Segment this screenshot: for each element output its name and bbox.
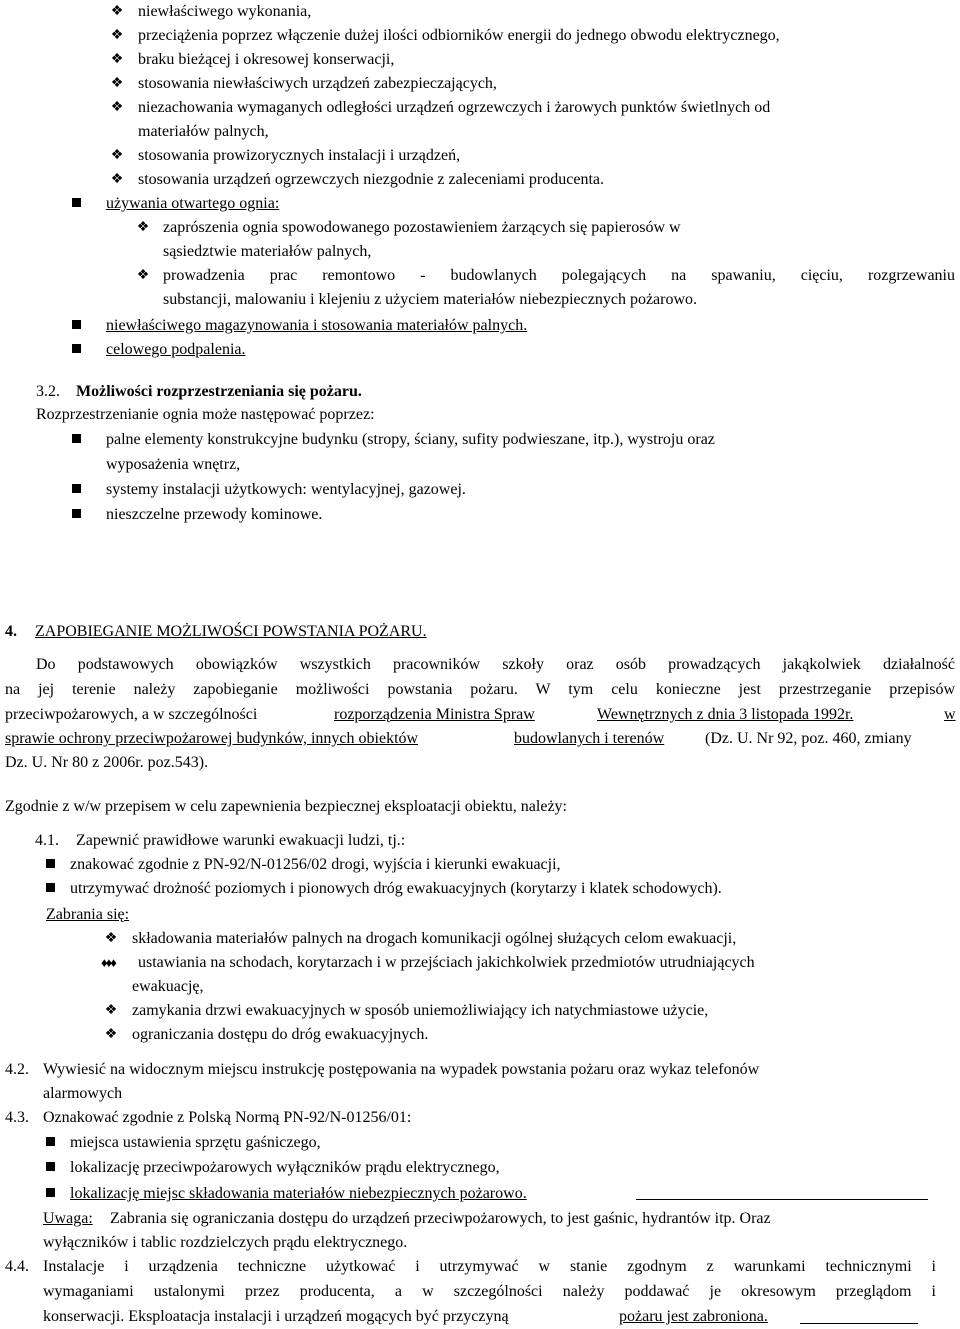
square-bullet-icon: [66, 314, 86, 338]
list-item: lokalizację miejsc składowania materiałów niebezpiecznych pożarowo.: [70, 1185, 527, 1202]
square-bullet-icon: [66, 478, 86, 502]
list-item: ewakuację,: [132, 978, 204, 995]
diamond-bullet-icon: ❖: [110, 52, 124, 67]
paragraph-line: Wywiesić na widocznym miejscu instrukcję postępowania na wypadek powstania pożaru oraz wykaz telefonów: [43, 1061, 760, 1078]
note-line: wyłączników i tablic rozdzielczych prądu elektrycznego.: [43, 1234, 408, 1251]
square-bullet-icon: [66, 428, 86, 452]
list-item: stosowania prowizorycznych instalacji i urządzeń,: [138, 147, 461, 164]
list-item: ustawiania na schodach, korytarzach i w przejściach jakichkolwiek przedmiotów utrudniających: [138, 954, 755, 971]
regulation-link: sprawie ochrony przeciwpożarowej budynków, innych obiektów: [5, 730, 419, 747]
diamond-bullet-icon: ❖: [104, 1027, 118, 1042]
list-item: sąsiedztwie materiałów palnych,: [163, 243, 372, 260]
square-bullet-icon: [40, 1156, 60, 1180]
list-item: stosowania urządzeń ogrzewczych niezgodnie z zaleceniami producenta.: [138, 171, 604, 188]
section-intro: Rozprzestrzenianie ognia może następować poprzez:: [36, 406, 375, 423]
list-item: składowania materiałów palnych na drogach komunikacji ogólnej służących celom ewakuacji,: [132, 930, 737, 947]
list-item: zaprószenia ognia spowodowanego pozostawieniem żarzących się papierosów w: [163, 219, 681, 236]
square-bullet-icon: [40, 1131, 60, 1155]
list-item: przeciążenia poprzez włączenie dużej ilości odbiorników energii do jednego obwodu elektrycznego,: [138, 27, 780, 44]
section-number: 4.: [5, 623, 17, 640]
diamond-bullet-icon: ❖: [110, 76, 124, 91]
paragraph-line: alarmowych: [43, 1085, 123, 1102]
subsection-text: Zapewnić prawidłowe warunki ewakuacji ludzi, tj.:: [76, 832, 406, 849]
list-item: niewłaściwego wykonania,: [138, 3, 312, 20]
diamond-bullet-icon: ❖: [110, 4, 124, 19]
subsection-number: 4.3.: [5, 1109, 29, 1126]
note-line: Zabrania się ograniczania dostępu do urządzeń przeciwpożarowych, to jest gaśnic, hydrantów itp. Oraz: [110, 1210, 771, 1227]
diamond-bullet-icon: ❖: [104, 931, 118, 946]
square-bullet-icon: [66, 192, 86, 216]
list-item: ograniczania dostępu do dróg ewakuacyjnych.: [132, 1026, 429, 1043]
diamond-bullet-icon: ❖: [136, 268, 150, 283]
section-number: 3.2.: [36, 383, 60, 400]
open-fire-label: używania otwartego ognia:: [106, 195, 280, 212]
square-bullet-icon: [66, 503, 86, 527]
list-item: substancji, malowaniu i klejeniu z użyciem materiałów niebezpiecznych pożarowo.: [163, 291, 698, 308]
list-item: utrzymywać drożność poziomych i pionowych dróg ewakuacyjnych (korytarzy i klatek schodowych).: [70, 880, 722, 897]
regulation-link: rozporządzenia Ministra Spraw: [334, 706, 535, 723]
list-item: zamykania drzwi ewakuacyjnych w sposób uniemożliwiający ich natychmiastowe użycie,: [132, 1002, 709, 1019]
square-bullet-icon: [40, 853, 60, 877]
paragraph-line: (Dz. U. Nr 92, poz. 460, zmiany: [705, 730, 912, 747]
triple-diamond-icon: ♦♦♦: [101, 955, 115, 970]
fill-line: [800, 1323, 918, 1324]
list-item: niezachowania wymaganych odległości urządzeń ogrzewczych i żarowych punktów świetlnych od: [138, 99, 771, 116]
list-item: znakować zgodnie z PN-92/N-01256/02 drogi, wyjścia i kierunki ewakuacji,: [70, 856, 561, 873]
diamond-bullet-icon: ❖: [110, 148, 124, 163]
diamond-bullet-icon: ❖: [110, 100, 124, 115]
list-item: miejsca ustawienia sprzętu gaśniczego,: [70, 1134, 321, 1151]
list-item: braku bieżącej i okresowej konserwacji,: [138, 51, 395, 68]
paragraph-line: Dz. U. Nr 80 z 2006r. poz.543).: [5, 754, 209, 771]
list-item: wyposażenia wnętrz,: [106, 456, 241, 473]
section-title: ZAPOBIEGANIE MOŻLIWOŚCI POWSTANIA POŻARU.: [35, 623, 427, 640]
list-item: palne elementy konstrukcyjne budynku (stropy, ściany, sufity podwieszane, itp.), wystroju oraz: [106, 431, 715, 448]
square-bullet-icon: [40, 1182, 60, 1206]
list-item: systemy instalacji użytkowych: wentylacyjnej, gazowej.: [106, 481, 466, 498]
diamond-bullet-icon: ❖: [136, 220, 150, 235]
paragraph-line: przeciwpożarowych, a w szczególności: [5, 706, 258, 723]
regulation-link: budowlanych i terenów: [514, 730, 665, 747]
section-title: Możliwości rozprzestrzeniania się pożaru.: [76, 383, 362, 400]
paragraph-line: konserwacji. Eksploatacja instalacji i urządzeń mogących być przyczyną: [43, 1308, 509, 1325]
paragraph-line: wymaganiami ustalonymi przez producenta, a w szczególności należy poddawać je okresowym przeglądom i: [43, 1283, 936, 1300]
diamond-bullet-icon: ❖: [104, 1003, 118, 1018]
subsection-number: 4.1.: [35, 832, 59, 849]
subsection-number: 4.4.: [5, 1258, 29, 1275]
note-label: Uwaga:: [43, 1210, 93, 1227]
list-item: prowadzenia prac remontowo - budowlanych polegających na spawaniu, cięciu, rozgrzewaniu: [163, 267, 955, 284]
list-item: niewłaściwego magazynowania i stosowania materiałów palnych.: [106, 317, 528, 334]
paragraph-line: pożaru jest zabroniona.: [619, 1308, 768, 1325]
according-text: Zgodnie z w/w przepisem w celu zapewnienia bezpiecznej eksploatacji obiektu, należy:: [5, 798, 567, 815]
paragraph-line: Do podstawowych obowiązków wszystkich pracowników szkoły oraz osób prowadzących jakąkolwiek działalność: [36, 656, 955, 673]
paragraph-line: na jej terenie należy zapobieganie możliwości powstania pożaru. W tym celu konieczne jest przestrzeganie przepisów: [5, 681, 955, 698]
subsection-number: 4.2.: [5, 1061, 29, 1078]
regulation-link: Wewnętrznych z dnia 3 listopada 1992r.: [597, 706, 854, 723]
diamond-bullet-icon: ❖: [110, 28, 124, 43]
regulation-link: w: [944, 706, 956, 723]
list-item: lokalizację przeciwpożarowych wyłączników prądu elektrycznego,: [70, 1159, 500, 1176]
list-item: nieszczelne przewody kominowe.: [106, 506, 323, 523]
square-bullet-icon: [66, 338, 86, 362]
fill-line: [636, 1199, 928, 1200]
paragraph-line: Instalacje i urządzenia techniczne użytkować i utrzymywać w stanie zgodnym z warunkami technicznymi i: [43, 1258, 936, 1275]
list-item: stosowania niewłaściwych urządzeń zabezpieczających,: [138, 75, 497, 92]
list-item: celowego podpalenia.: [106, 341, 246, 358]
forbidden-label: Zabrania się:: [46, 906, 130, 923]
list-item: materiałów palnych,: [138, 123, 269, 140]
diamond-bullet-icon: ❖: [110, 172, 124, 187]
subsection-text: Oznakować zgodnie z Polską Normą PN-92/N-01256/01:: [43, 1109, 412, 1126]
square-bullet-icon: [40, 877, 60, 901]
